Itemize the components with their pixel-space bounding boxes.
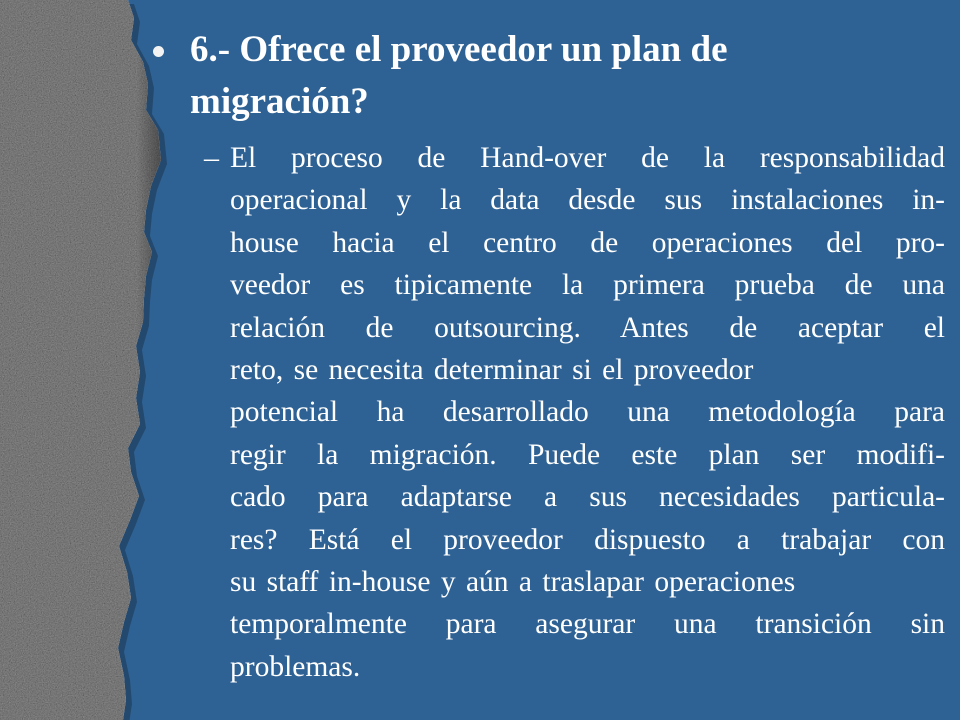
body-line: El proceso de Hand-over de la responsabilidad [230, 142, 945, 174]
body-line: operacional y la data desde sus instalaciones in- [230, 184, 945, 217]
title-line: migración? [190, 81, 369, 122]
body-paragraph [230, 137, 945, 688]
body-line: cado para adaptarse a sus necesidades particula- [230, 481, 945, 514]
body-line: house hacia el centro de operaciones del pro- [230, 226, 945, 259]
body-line: veedor es tipicamente la primera prueba de una [230, 269, 945, 302]
title-line: 6.- Ofrece el proveedor un plan de [190, 29, 728, 70]
bullet-dot-icon [153, 46, 164, 57]
stone-texture-border [0, 0, 200, 720]
body-line: regir la migración. Puede este plan ser modifi- [230, 438, 945, 471]
body-line: potencial ha desarrollado una metodología para [230, 396, 945, 429]
slide-title [190, 24, 930, 128]
body-line: res? Está el proveedor dispuesto a trabajar con [230, 523, 945, 556]
body-line: reto, se necesita determinar si el proveedor [230, 354, 754, 387]
body-line: su staff in-house y aún a traslapar operaciones [230, 566, 796, 599]
body-line: problemas. [230, 650, 361, 683]
body-line: relación de outsourcing. Antes de aceptar el [230, 311, 945, 344]
body-line: temporalmente para asegurar una transición sin [230, 608, 945, 641]
sub-bullet-dash: – [204, 141, 219, 174]
